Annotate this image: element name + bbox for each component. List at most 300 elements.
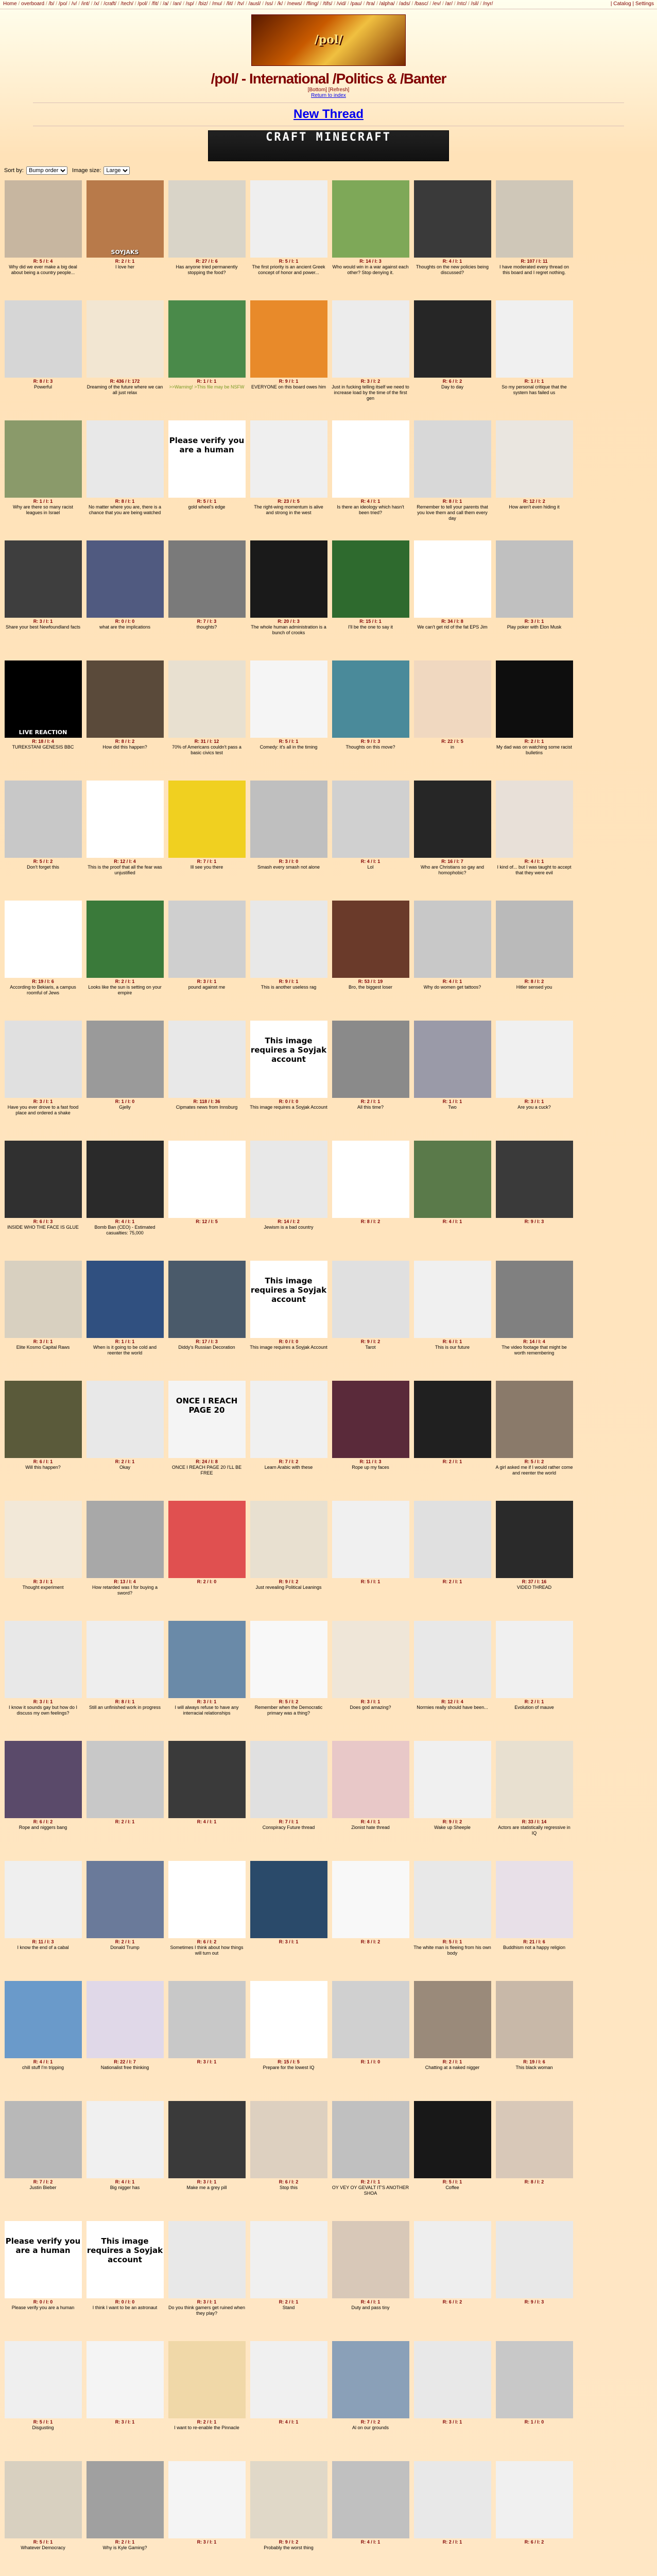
nav-link[interactable]: /ausl/ bbox=[248, 1, 261, 7]
nav-separator: / bbox=[244, 1, 249, 7]
thread-thumbnail[interactable] bbox=[250, 1021, 327, 1098]
thread-thumbnail[interactable] bbox=[414, 1141, 491, 1218]
thread-thumbnail[interactable] bbox=[168, 901, 246, 978]
thread-reply-count bbox=[332, 859, 409, 864]
thread-thumbnail[interactable] bbox=[332, 1021, 409, 1098]
thread-thumbnail[interactable] bbox=[250, 2101, 327, 2178]
reply-image-count: R: 4 / I: 1 bbox=[360, 859, 381, 864]
thread-reply-count bbox=[86, 739, 164, 744]
thread-thumbnail[interactable] bbox=[496, 1861, 573, 1938]
catalog-thread bbox=[248, 1859, 330, 1979]
catalog-grid bbox=[0, 177, 657, 2576]
reply-image-count: R: 8 / I: 1 bbox=[115, 1699, 135, 1704]
thread-teaser: >>Warning! >This file may be NSFW bbox=[169, 384, 245, 389]
thread-teaser: ONCE I REACH PAGE 20 I'LL BE FREE bbox=[171, 1465, 242, 1476]
thread-thumbnail[interactable] bbox=[5, 781, 82, 858]
thread-teaser: Still an unfinished work in progress bbox=[89, 1705, 161, 1710]
thread-thumbnail[interactable] bbox=[168, 540, 246, 618]
thread-thumbnail[interactable] bbox=[168, 2341, 246, 2418]
thread-thumbnail[interactable] bbox=[332, 2341, 409, 2418]
catalog-thread bbox=[330, 299, 411, 419]
reply-image-count: R: 1 / I: 1 bbox=[115, 1339, 135, 1344]
thread-thumbnail[interactable] bbox=[496, 180, 573, 258]
thread-thumbnail[interactable] bbox=[87, 540, 164, 618]
nav-separator: / bbox=[361, 1, 367, 7]
thread-thumbnail[interactable] bbox=[332, 660, 409, 738]
thread-thumbnail[interactable] bbox=[5, 1261, 82, 1338]
nav-link[interactable]: /tra/ bbox=[366, 1, 375, 7]
thread-reply-count bbox=[86, 499, 164, 504]
thread-teaser: Rope up my faces bbox=[352, 1465, 389, 1470]
thread-thumbnail[interactable] bbox=[250, 1981, 327, 2058]
thread-thumbnail[interactable] bbox=[414, 1621, 491, 1698]
thread-thumbnail[interactable] bbox=[250, 2221, 327, 2298]
nav-link[interactable]: /alpha/ bbox=[379, 1, 395, 7]
nav-separator: / bbox=[375, 1, 379, 7]
nav-link[interactable]: /int/ bbox=[81, 1, 90, 7]
thread-thumbnail[interactable] bbox=[87, 781, 164, 858]
catalog-thread bbox=[493, 2340, 575, 2460]
thread-teaser: This is our future bbox=[435, 1345, 470, 1350]
catalog-thread bbox=[330, 1379, 411, 1499]
reply-image-count: R: 3 / I: 1 bbox=[33, 1339, 53, 1344]
thread-reply-count bbox=[413, 1459, 491, 1464]
thread-thumbnail[interactable] bbox=[5, 1621, 82, 1698]
thread-teaser: Coffee bbox=[445, 2185, 459, 2190]
thread-thumbnail[interactable] bbox=[87, 901, 164, 978]
thread-thumbnail[interactable] bbox=[496, 300, 573, 378]
thread-teaser: Duty and pass tiny bbox=[351, 2305, 390, 2310]
thread-thumbnail[interactable] bbox=[87, 2341, 164, 2418]
nav-link[interactable]: /ads/ bbox=[399, 1, 410, 7]
thread-thumbnail[interactable] bbox=[414, 2101, 491, 2178]
catalog-thread bbox=[411, 539, 493, 659]
thread-thumbnail[interactable] bbox=[332, 1621, 409, 1698]
thread-thumbnail[interactable] bbox=[496, 1141, 573, 1218]
catalog-thread bbox=[248, 779, 330, 899]
nav-link[interactable]: /b/ bbox=[48, 1, 55, 7]
catalog-thread bbox=[248, 2340, 330, 2460]
nav-link[interactable]: /po/ bbox=[58, 1, 67, 7]
catalog-thread bbox=[330, 779, 411, 899]
new-thread-link[interactable]: New Thread bbox=[293, 107, 364, 121]
thread-thumbnail[interactable] bbox=[332, 2101, 409, 2178]
thread-thumbnail[interactable] bbox=[87, 1981, 164, 2058]
nav-separator: / bbox=[44, 1, 49, 7]
thread-teaser: Evolution of mauve bbox=[514, 1705, 554, 1710]
thread-thumbnail[interactable] bbox=[168, 420, 246, 498]
nav-link[interactable]: Home bbox=[3, 1, 17, 7]
thread-thumbnail[interactable] bbox=[250, 781, 327, 858]
nav-separator: / bbox=[261, 1, 265, 7]
catalog-thread bbox=[84, 299, 166, 419]
thread-thumbnail[interactable] bbox=[168, 1381, 246, 1458]
thread-thumbnail[interactable] bbox=[87, 1861, 164, 1938]
topnav-right-links[interactable]: | Catalog | Settings bbox=[610, 1, 654, 7]
thread-reply-count bbox=[413, 1939, 491, 1944]
thread-reply-count bbox=[413, 1579, 491, 1584]
thread-thumbnail[interactable] bbox=[5, 1021, 82, 1098]
catalog-thread bbox=[166, 2340, 248, 2460]
thread-thumbnail[interactable] bbox=[250, 901, 327, 978]
reply-image-count: R: 20 / I: 3 bbox=[278, 619, 300, 624]
ad-banner[interactable]: CRAFT MINECRAFT bbox=[208, 130, 449, 161]
catalog-thread bbox=[248, 2460, 330, 2576]
thread-thumbnail[interactable] bbox=[414, 2461, 491, 2538]
thread-reply-count bbox=[4, 1099, 82, 1104]
thread-reply-count bbox=[168, 1579, 246, 1584]
thread-teaser: Why are there so many racist leagues in Israel bbox=[12, 504, 74, 515]
thread-thumbnail[interactable] bbox=[168, 1981, 246, 2058]
catalog-thread bbox=[166, 2460, 248, 2576]
board-links bbox=[3, 1, 493, 7]
thread-teaser: EVERYONE on this board owes him bbox=[251, 384, 326, 389]
nav-link[interactable]: /fling/ bbox=[306, 1, 319, 7]
thread-teaser: My dad was on watching some racist bulletins bbox=[496, 744, 573, 755]
thread-thumbnail[interactable] bbox=[496, 2221, 573, 2298]
thread-thumbnail[interactable] bbox=[332, 180, 409, 258]
thread-reply-count bbox=[168, 379, 246, 384]
catalog-thread bbox=[330, 1979, 411, 2099]
reply-image-count: R: 3 / I: 1 bbox=[279, 1939, 299, 1944]
thread-thumbnail[interactable] bbox=[414, 660, 491, 738]
thread-thumbnail[interactable] bbox=[332, 901, 409, 978]
thread-thumbnail[interactable] bbox=[496, 1501, 573, 1578]
thread-reply-count bbox=[168, 979, 246, 984]
new-thread-heading bbox=[0, 107, 657, 122]
thread-thumbnail[interactable] bbox=[168, 2461, 246, 2538]
catalog-thread bbox=[411, 2099, 493, 2219]
catalog-thread bbox=[84, 659, 166, 779]
reply-image-count: R: 3 / I: 1 bbox=[33, 619, 53, 624]
thread-thumbnail[interactable] bbox=[414, 540, 491, 618]
thread-teaser: gold wheel's edge bbox=[188, 504, 226, 510]
thread-thumbnail[interactable] bbox=[496, 2101, 573, 2178]
thread-thumbnail[interactable] bbox=[332, 1501, 409, 1578]
thread-thumbnail[interactable] bbox=[168, 1741, 246, 1818]
catalog-thread bbox=[330, 1499, 411, 1619]
thread-thumbnail[interactable] bbox=[414, 1261, 491, 1338]
thread-thumbnail[interactable] bbox=[5, 420, 82, 498]
thread-thumbnail[interactable] bbox=[250, 660, 327, 738]
thread-thumbnail[interactable] bbox=[5, 1981, 82, 2058]
thread-thumbnail[interactable] bbox=[168, 180, 246, 258]
nav-separator: / bbox=[233, 1, 237, 7]
reply-image-count: R: 11 / I: 3 bbox=[32, 1939, 54, 1944]
thread-thumbnail[interactable] bbox=[414, 781, 491, 858]
nav-link[interactable]: /sil/ bbox=[471, 1, 479, 7]
thread-thumbnail[interactable] bbox=[5, 2221, 82, 2298]
thread-thumbnail[interactable] bbox=[250, 1141, 327, 1218]
thread-thumbnail[interactable] bbox=[168, 1141, 246, 1218]
thread-reply-count bbox=[250, 1219, 327, 1224]
thread-thumbnail[interactable] bbox=[87, 660, 164, 738]
reply-image-count: R: 6 / I: 1 bbox=[442, 1339, 462, 1344]
thread-thumbnail[interactable] bbox=[87, 300, 164, 378]
thread-thumbnail[interactable] bbox=[168, 660, 246, 738]
thread-reply-count bbox=[250, 2539, 327, 2545]
thread-teaser: Comedy: it's all in the timing bbox=[260, 744, 318, 750]
thread-thumbnail[interactable] bbox=[496, 2341, 573, 2418]
catalog-thread bbox=[166, 1859, 248, 1979]
nav-link[interactable]: overboard bbox=[21, 1, 45, 7]
thread-reply-count bbox=[413, 859, 491, 864]
nav-link[interactable]: /pau/ bbox=[350, 1, 362, 7]
thread-thumbnail[interactable] bbox=[168, 1261, 246, 1338]
thread-teaser: OY VEY OY GEVALT IT'S ANOTHER SHOA bbox=[332, 2185, 409, 2196]
thread-thumbnail[interactable] bbox=[168, 2221, 246, 2298]
nav-link[interactable]: /pol/ bbox=[137, 1, 148, 7]
catalog-thread bbox=[330, 899, 411, 1019]
thread-teaser: Wake up Sheeple bbox=[434, 1825, 471, 1830]
thread-thumbnail[interactable] bbox=[87, 1141, 164, 1218]
catalog-thread bbox=[330, 2460, 411, 2576]
thread-thumbnail[interactable] bbox=[414, 1021, 491, 1098]
thread-thumbnail[interactable] bbox=[332, 1981, 409, 2058]
thread-reply-count bbox=[250, 859, 327, 864]
thread-thumbnail[interactable] bbox=[250, 1741, 327, 1818]
reply-image-count: R: 9 / I: 2 bbox=[279, 1579, 299, 1584]
thread-reply-count bbox=[413, 379, 491, 384]
nav-link[interactable]: /news/ bbox=[287, 1, 302, 7]
thread-thumbnail[interactable] bbox=[87, 1261, 164, 1338]
reply-image-count: R: 2 / I: 1 bbox=[442, 1579, 462, 1584]
catalog-thread bbox=[330, 1739, 411, 1859]
thread-teaser: Diddy's Russian Decoration bbox=[178, 1345, 235, 1350]
thread-thumbnail[interactable] bbox=[87, 2101, 164, 2178]
nav-link[interactable]: /k/ bbox=[277, 1, 283, 7]
thread-thumbnail[interactable] bbox=[87, 1501, 164, 1578]
thread-thumbnail[interactable] bbox=[168, 300, 246, 378]
thread-reply-count bbox=[495, 2179, 573, 2184]
thread-thumbnail[interactable] bbox=[332, 2221, 409, 2298]
thread-thumbnail[interactable] bbox=[5, 1861, 82, 1938]
catalog-thread bbox=[2, 1139, 84, 1259]
thread-thumbnail[interactable] bbox=[496, 1621, 573, 1698]
reply-image-count: R: 2 / I: 1 bbox=[115, 1939, 135, 1944]
nav-link[interactable]: /craft/ bbox=[103, 1, 117, 7]
return-to-index-link[interactable]: Return to index bbox=[311, 93, 346, 98]
thread-thumbnail[interactable] bbox=[496, 901, 573, 978]
catalog-thread bbox=[84, 2460, 166, 2576]
nav-link[interactable]: /tech/ bbox=[120, 1, 134, 7]
thread-reply-count bbox=[250, 1579, 327, 1584]
thread-thumbnail[interactable] bbox=[496, 660, 573, 738]
thread-teaser: No matter where you are, there is a chance that you are being watched bbox=[88, 504, 162, 515]
thread-teaser: All this time? bbox=[357, 1105, 384, 1110]
nav-link[interactable]: /ar/ bbox=[445, 1, 453, 7]
thumbnail-caption: SOYJAKS bbox=[111, 249, 139, 256]
reply-image-count: R: 6 / I: 2 bbox=[197, 1939, 217, 1944]
thread-reply-count bbox=[86, 2539, 164, 2545]
catalog-thread bbox=[166, 1379, 248, 1499]
reply-image-count: R: 8 / I: 2 bbox=[360, 1219, 381, 1224]
thread-thumbnail[interactable] bbox=[5, 2341, 82, 2418]
thread-thumbnail[interactable] bbox=[5, 540, 82, 618]
thread-thumbnail[interactable] bbox=[5, 1141, 82, 1218]
nav-link[interactable]: /nyr/ bbox=[482, 1, 493, 7]
thread-teaser: Okay bbox=[119, 1465, 130, 1470]
nav-link[interactable]: /v/ bbox=[71, 1, 77, 7]
reply-image-count: R: 2 / I: 1 bbox=[524, 739, 544, 744]
thread-thumbnail[interactable] bbox=[5, 1501, 82, 1578]
thread-thumbnail[interactable] bbox=[414, 2221, 491, 2298]
thread-thumbnail[interactable] bbox=[250, 300, 327, 378]
thread-reply-count bbox=[86, 859, 164, 864]
thread-thumbnail[interactable] bbox=[5, 180, 82, 258]
nav-separator: / bbox=[466, 1, 471, 7]
thread-thumbnail[interactable] bbox=[5, 1741, 82, 1818]
thread-teaser: Prepare for the lowest IQ bbox=[263, 2065, 315, 2070]
nav-link[interactable]: /lit/ bbox=[226, 1, 233, 7]
board-banner-image[interactable] bbox=[251, 14, 406, 66]
thread-thumbnail[interactable] bbox=[250, 1501, 327, 1578]
reply-image-count: R: 2 / I: 1 bbox=[442, 2059, 462, 2064]
thread-thumbnail[interactable] bbox=[87, 2461, 164, 2538]
nav-separator: / bbox=[116, 1, 121, 7]
thread-reply-count bbox=[250, 619, 327, 624]
thread-thumbnail[interactable] bbox=[414, 420, 491, 498]
image-size-select[interactable] bbox=[103, 166, 130, 175]
thread-thumbnail[interactable] bbox=[414, 1741, 491, 1818]
nav-link[interactable]: /mu/ bbox=[212, 1, 222, 7]
thread-thumbnail[interactable] bbox=[332, 1381, 409, 1458]
thread-thumbnail[interactable] bbox=[332, 540, 409, 618]
nav-link[interactable]: /tv/ bbox=[237, 1, 245, 7]
thread-thumbnail[interactable] bbox=[5, 901, 82, 978]
thread-teaser: According to Bekiaris, a campus roomful of Jews bbox=[10, 985, 76, 995]
thread-reply-count bbox=[332, 1339, 409, 1344]
thread-thumbnail[interactable] bbox=[250, 420, 327, 498]
nav-link[interactable]: /vid/ bbox=[336, 1, 347, 7]
nav-link[interactable]: /a/ bbox=[163, 1, 169, 7]
thread-thumbnail[interactable] bbox=[496, 420, 573, 498]
thread-teaser: Who are Christians so gay and homophobic? bbox=[420, 865, 485, 875]
banner-container bbox=[0, 14, 657, 67]
nav-link[interactable]: /an/ bbox=[172, 1, 182, 7]
thread-thumbnail[interactable] bbox=[496, 2461, 573, 2538]
thread-thumbnail[interactable] bbox=[414, 180, 491, 258]
thread-teaser: Actors are statistically regressive in IQ bbox=[498, 1825, 570, 1836]
thread-thumbnail[interactable] bbox=[332, 420, 409, 498]
thread-thumbnail[interactable] bbox=[168, 1021, 246, 1098]
thread-thumbnail[interactable] bbox=[250, 1861, 327, 1938]
reply-image-count: R: 2 / I: 1 bbox=[115, 2539, 135, 2545]
thread-thumbnail[interactable] bbox=[496, 1261, 573, 1338]
thread-thumbnail[interactable] bbox=[250, 1621, 327, 1698]
nav-link[interactable]: /biz/ bbox=[198, 1, 208, 7]
thread-reply-count bbox=[4, 1459, 82, 1464]
nav-link[interactable]: /x/ bbox=[94, 1, 99, 7]
thread-thumbnail[interactable] bbox=[332, 781, 409, 858]
thread-thumbnail[interactable] bbox=[332, 300, 409, 378]
thread-thumbnail[interactable] bbox=[496, 781, 573, 858]
thread-thumbnail[interactable] bbox=[168, 1501, 246, 1578]
board-subtitle bbox=[0, 87, 657, 98]
nav-link[interactable]: /basc/ bbox=[414, 1, 428, 7]
thread-thumbnail[interactable] bbox=[332, 1141, 409, 1218]
thread-thumbnail[interactable] bbox=[414, 1381, 491, 1458]
thread-reply-count bbox=[4, 2059, 82, 2064]
thread-thumbnail[interactable] bbox=[332, 1861, 409, 1938]
thread-thumbnail[interactable] bbox=[5, 2101, 82, 2178]
thread-thumbnail[interactable] bbox=[87, 420, 164, 498]
thread-thumbnail[interactable] bbox=[87, 1381, 164, 1458]
thread-reply-count bbox=[332, 2299, 409, 2304]
thread-thumbnail[interactable] bbox=[496, 540, 573, 618]
thread-thumbnail[interactable] bbox=[87, 180, 164, 258]
thread-thumbnail[interactable] bbox=[496, 1981, 573, 2058]
thread-thumbnail[interactable] bbox=[250, 540, 327, 618]
thread-thumbnail[interactable] bbox=[414, 1861, 491, 1938]
thread-thumbnail[interactable] bbox=[168, 2101, 246, 2178]
reply-image-count: R: 6 / I: 2 bbox=[524, 2539, 544, 2545]
thread-teaser: I think I want to be an astronaut bbox=[92, 2305, 158, 2310]
reply-image-count: R: 2 / I: 1 bbox=[115, 1819, 135, 1824]
thread-thumbnail[interactable] bbox=[5, 660, 82, 738]
thread-reply-count bbox=[495, 1939, 573, 1944]
thread-reply-count bbox=[168, 619, 246, 624]
thread-thumbnail[interactable] bbox=[414, 901, 491, 978]
thread-thumbnail[interactable] bbox=[250, 2341, 327, 2418]
nav-link[interactable]: /ev/ bbox=[433, 1, 441, 7]
thread-thumbnail[interactable] bbox=[414, 2341, 491, 2418]
thread-thumbnail[interactable] bbox=[168, 1621, 246, 1698]
thread-teaser: I know the end of a cabal bbox=[17, 1945, 69, 1950]
thread-thumbnail[interactable] bbox=[250, 1381, 327, 1458]
thread-thumbnail[interactable] bbox=[5, 300, 82, 378]
nav-link[interactable]: /tifs/ bbox=[323, 1, 333, 7]
thread-thumbnail[interactable] bbox=[168, 1861, 246, 1938]
thread-thumbnail[interactable] bbox=[496, 1741, 573, 1818]
thread-thumbnail[interactable] bbox=[5, 2461, 82, 2538]
thread-thumbnail[interactable] bbox=[250, 180, 327, 258]
catalog-thread bbox=[411, 1739, 493, 1859]
reply-image-count: R: 19 / I: 6 bbox=[32, 979, 54, 984]
thread-reply-count bbox=[86, 1339, 164, 1344]
catalog-thread bbox=[84, 1019, 166, 1139]
thread-thumbnail[interactable] bbox=[87, 1621, 164, 1698]
thread-thumbnail[interactable] bbox=[250, 2461, 327, 2538]
thread-thumbnail[interactable] bbox=[250, 1261, 327, 1338]
thread-thumbnail[interactable] bbox=[496, 1021, 573, 1098]
nav-link[interactable]: /ss/ bbox=[265, 1, 273, 7]
thread-reply-count bbox=[86, 1819, 164, 1824]
thread-thumbnail[interactable] bbox=[168, 781, 246, 858]
thread-thumbnail[interactable] bbox=[332, 1741, 409, 1818]
thread-thumbnail[interactable] bbox=[332, 1261, 409, 1338]
thread-thumbnail[interactable] bbox=[87, 1021, 164, 1098]
reply-image-count: R: 3 / I: 1 bbox=[197, 979, 217, 984]
nav-link[interactable]: /ntc/ bbox=[457, 1, 467, 7]
thread-thumbnail[interactable] bbox=[332, 2461, 409, 2538]
thread-thumbnail[interactable] bbox=[414, 1981, 491, 2058]
thread-thumbnail[interactable] bbox=[496, 1381, 573, 1458]
thread-thumbnail[interactable] bbox=[87, 1741, 164, 1818]
sort-select[interactable] bbox=[26, 166, 67, 175]
thread-thumbnail[interactable] bbox=[5, 1381, 82, 1458]
thread-reply-count bbox=[495, 2539, 573, 2545]
nav-separator: / bbox=[158, 1, 163, 7]
nav-link[interactable]: /fit/ bbox=[151, 1, 159, 7]
thread-thumbnail[interactable] bbox=[414, 1501, 491, 1578]
catalog-thread bbox=[493, 779, 575, 899]
thread-thumbnail[interactable] bbox=[414, 300, 491, 378]
catalog-thread bbox=[166, 2219, 248, 2340]
nav-link[interactable]: /sp/ bbox=[185, 1, 194, 7]
reply-image-count: R: 1 / I: 1 bbox=[33, 499, 53, 504]
thread-thumbnail[interactable] bbox=[87, 2221, 164, 2298]
